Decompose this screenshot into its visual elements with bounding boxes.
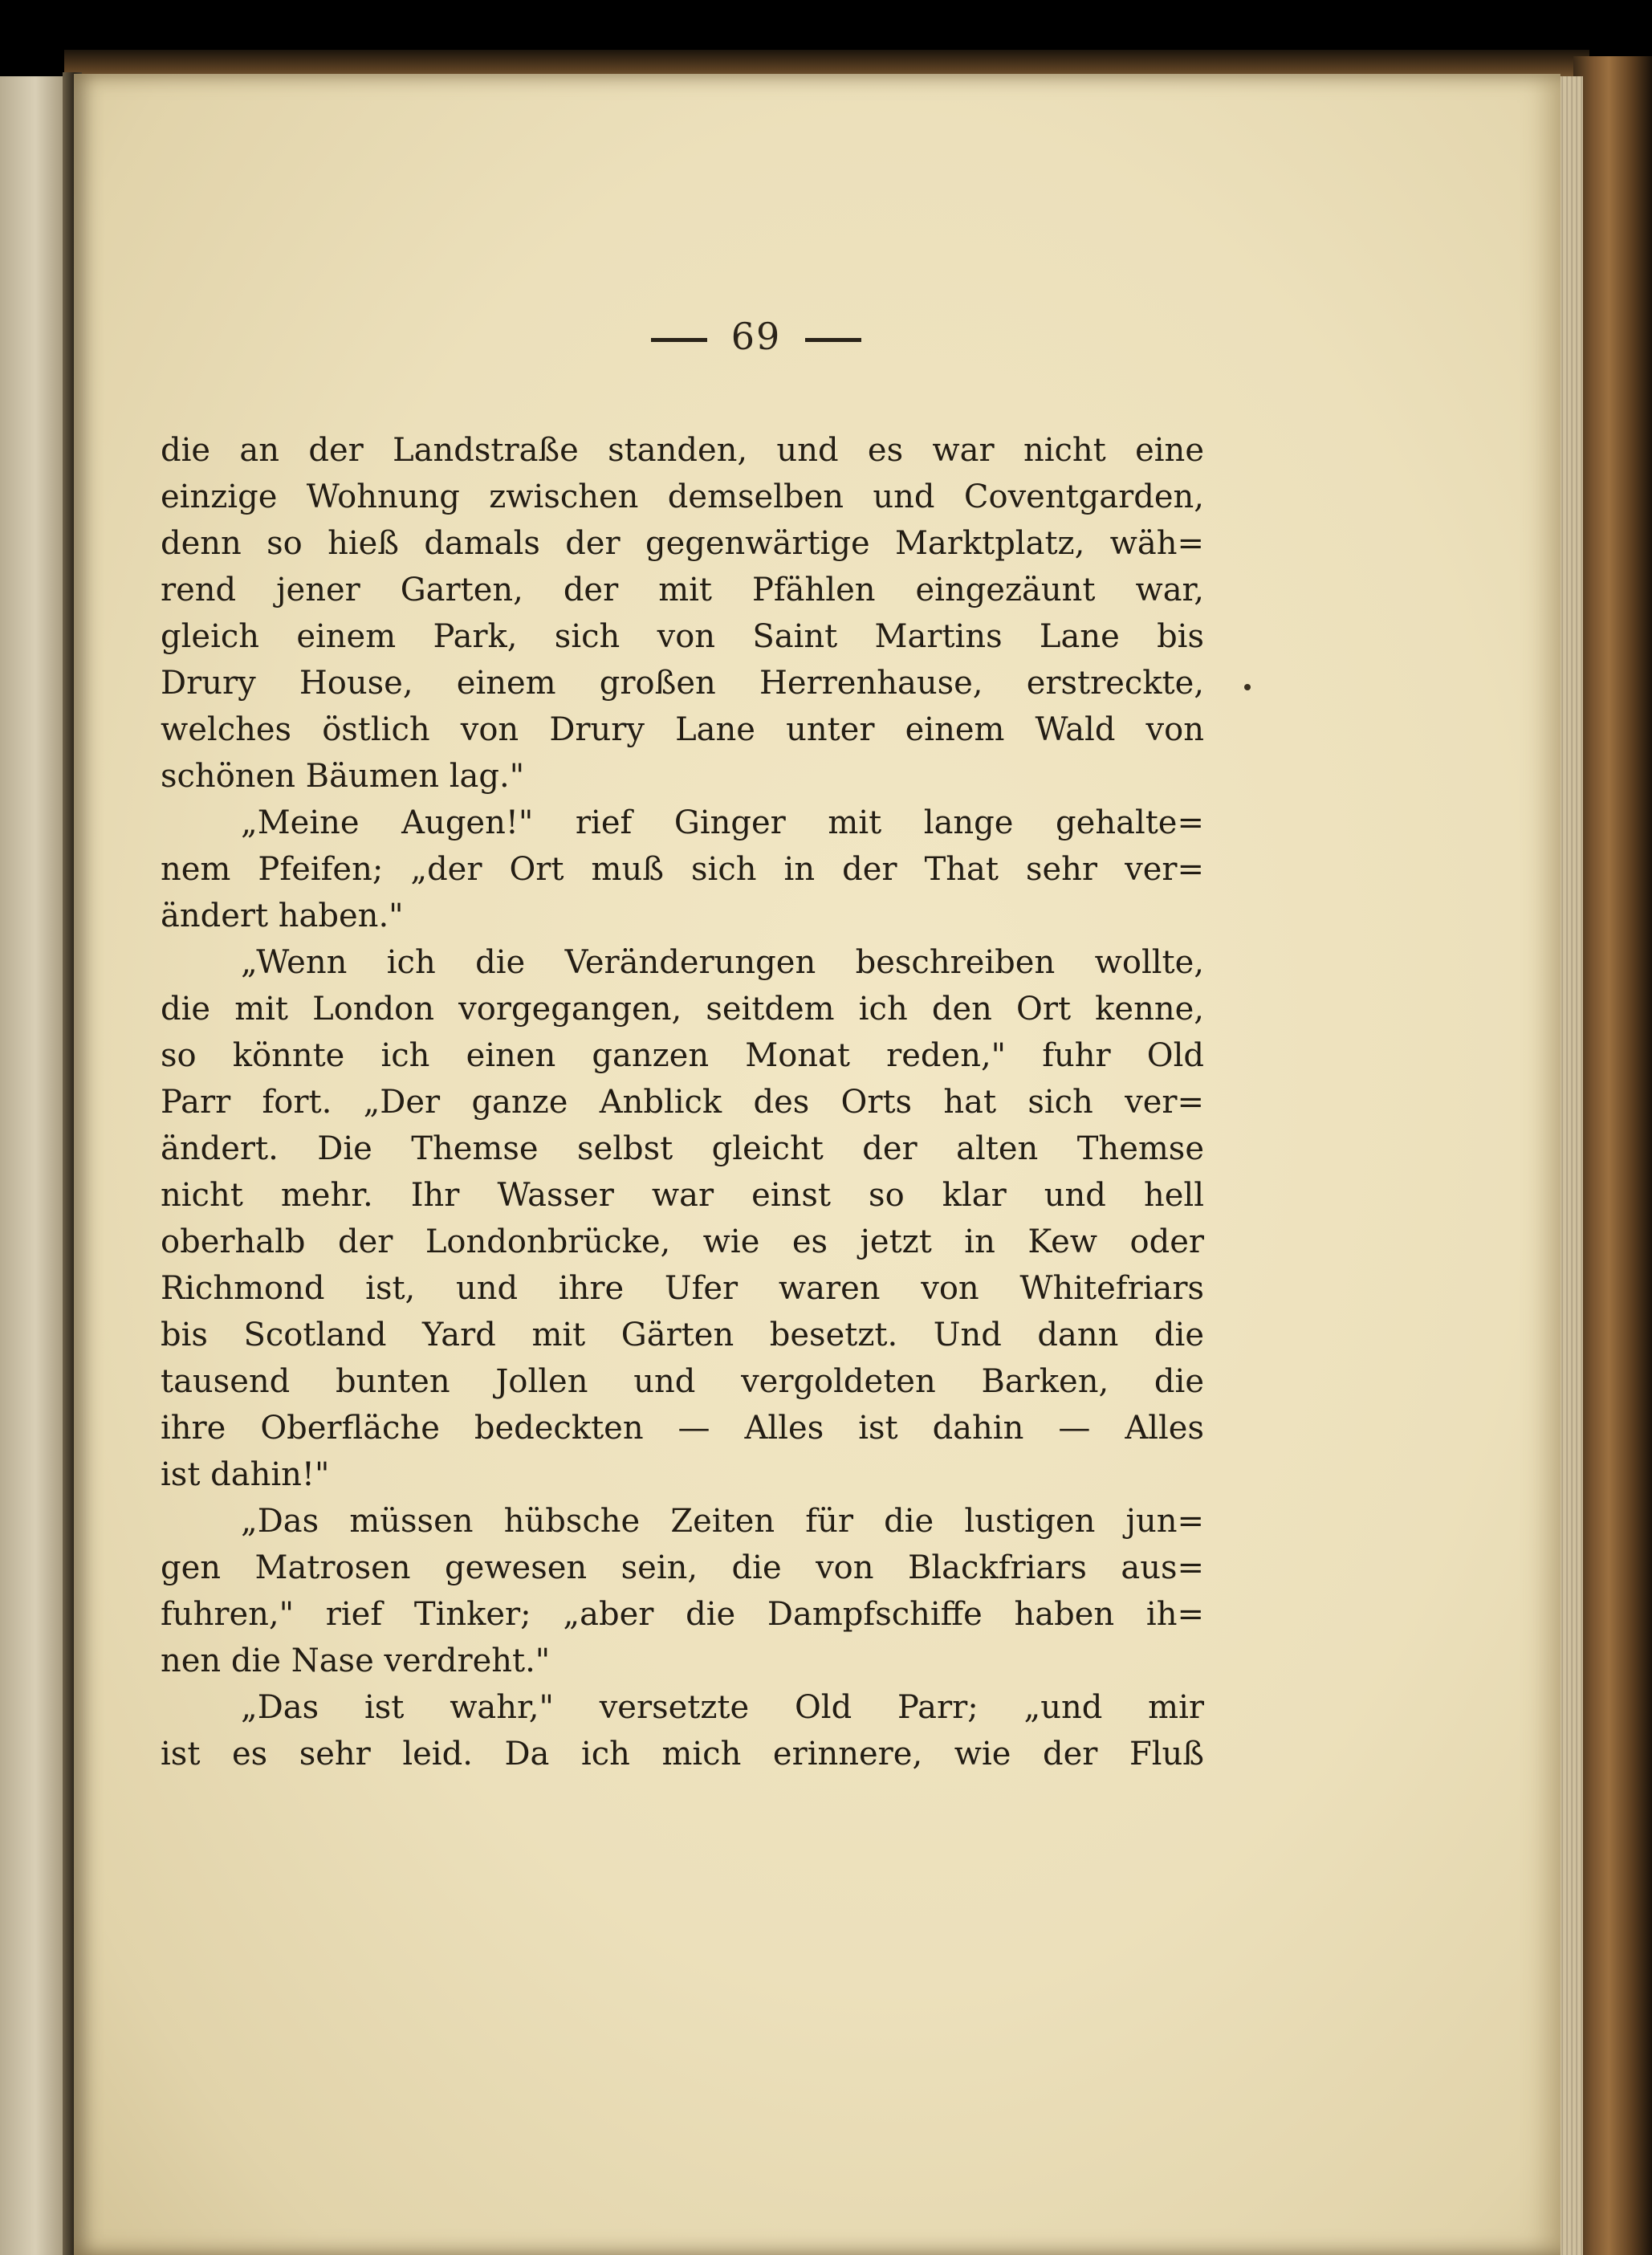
- text-line: nicht mehr. Ihr Wasser war einst so klar und hell: [161, 1177, 1204, 1214]
- book-page: [74, 74, 1560, 2255]
- text-line: Richmond ist, und ihre Ufer waren von Whitefriars: [161, 1270, 1204, 1307]
- text-line: Parr fort. „Der ganze Anblick des Orts hat sich ver=: [161, 1084, 1204, 1121]
- text-line: „Meine Augen!" rief Ginger mit lange gehalte=: [241, 804, 1204, 841]
- text-line: bis Scotland Yard mit Gärten besetzt. Und dann die: [161, 1317, 1204, 1353]
- header-dash-left: [651, 338, 707, 342]
- facing-page-edge: [0, 76, 64, 2255]
- text-line: nen die Nase verdreht.": [161, 1642, 551, 1679]
- text-line: einzige Wohnung zwischen demselben und Coventgarden,: [161, 478, 1204, 515]
- text-line: ihre Oberfläche bedeckten — Alles ist dahin — Alles: [161, 1410, 1204, 1447]
- text-line: welches östlich von Drury Lane unter einem Wald von: [161, 711, 1204, 748]
- text-line: Drury House, einem großen Herrenhause, erstreckte,: [161, 665, 1204, 702]
- text-line: fuhren," rief Tinker; „aber die Dampfschiffe haben ih=: [161, 1596, 1204, 1633]
- text-line: „Das müssen hübsche Zeiten für die lustigen jun=: [241, 1503, 1204, 1540]
- text-line: oberhalb der Londonbrücke, wie es jetzt in Kew oder: [161, 1223, 1204, 1260]
- text-line: denn so hieß damals der gegenwärtige Marktplatz, wäh=: [161, 525, 1204, 562]
- text-line: nem Pfeifen; „der Ort muß sich in der That sehr ver=: [161, 851, 1204, 888]
- text-line: die mit London vorgegangen, seitdem ich den Ort kenne,: [161, 991, 1204, 1028]
- body-text: [161, 427, 1204, 1777]
- text-line: schönen Bäumen lag.": [161, 758, 525, 795]
- header-dash-right: [805, 338, 861, 342]
- text-line: ändert haben.": [161, 898, 404, 934]
- text-line: gen Matrosen gewesen sein, die von Blackfriars aus=: [161, 1549, 1204, 1586]
- page-number: 69: [730, 315, 782, 358]
- text-line: ändert. Die Themse selbst gleicht der alten Themse: [161, 1130, 1204, 1167]
- text-line: so könnte ich einen ganzen Monat reden," fuhr Old: [161, 1037, 1204, 1074]
- ink-spot: [1244, 684, 1251, 690]
- text-line: ist es sehr leid. Da ich mich erinnere, wie der Fluß: [161, 1736, 1204, 1773]
- text-line: tausend bunten Jollen und vergoldeten Barken, die: [161, 1363, 1204, 1400]
- text-line: „Wenn ich die Veränderungen beschreiben wollte,: [241, 944, 1204, 981]
- text-line: die an der Landstraße standen, und es war nicht eine: [161, 432, 1204, 469]
- text-line: ist dahin!": [161, 1456, 330, 1493]
- text-line: gleich einem Park, sich von Saint Martins Lane bis: [161, 618, 1204, 655]
- text-line: „Das ist wahr," versetzte Old Parr; „und mir: [241, 1689, 1204, 1726]
- text-line: rend jener Garten, der mit Pfählen eingezäunt war,: [161, 572, 1204, 609]
- page-header: [74, 315, 1438, 358]
- book-cover-right-edge: [1573, 56, 1652, 2255]
